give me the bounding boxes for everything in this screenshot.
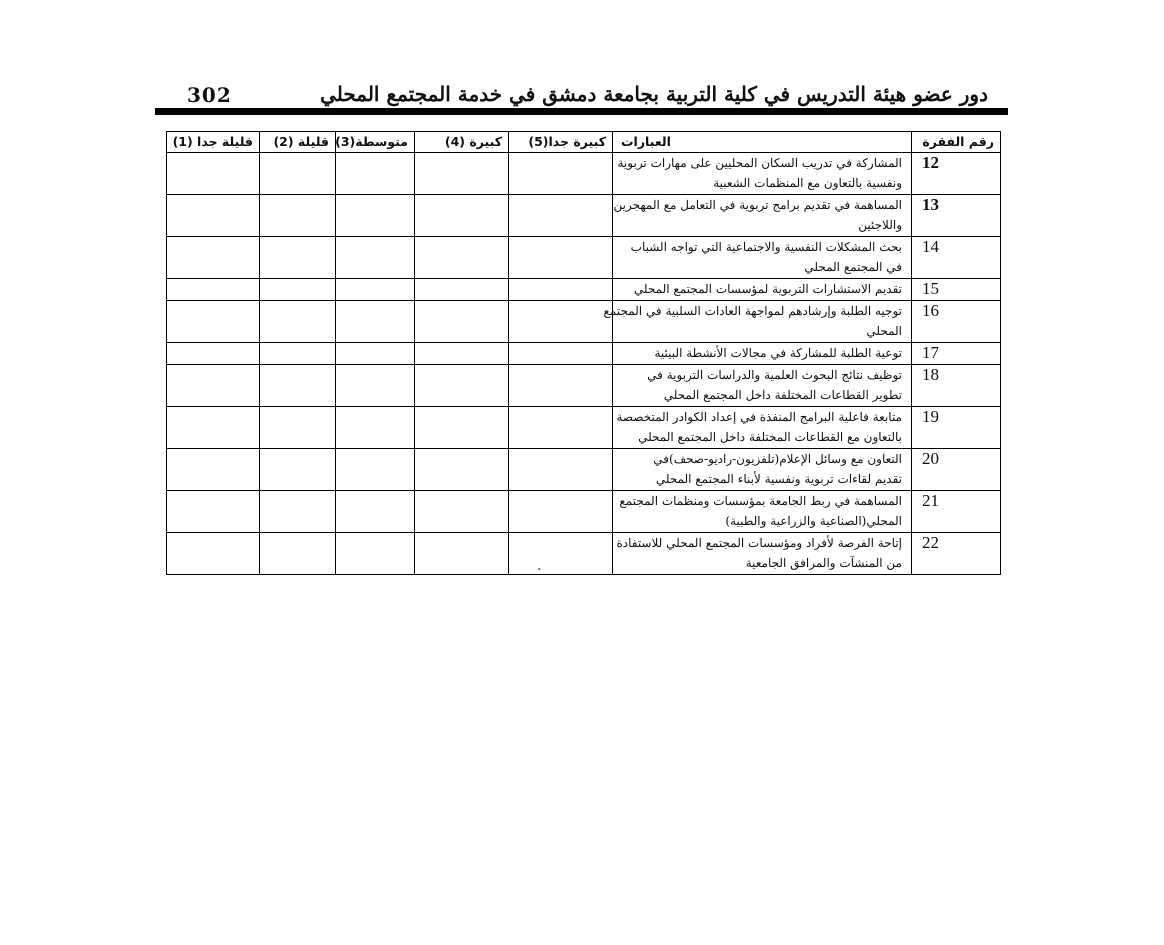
item-number: 13 — [912, 195, 1001, 237]
rating-cell-high[interactable] — [415, 279, 509, 301]
item-statement — [613, 153, 912, 195]
rating-cell-low[interactable] — [260, 491, 336, 533]
rating-cell-high[interactable] — [415, 449, 509, 491]
item-number: 21 — [912, 491, 1001, 533]
item-statement — [613, 491, 912, 533]
statement-line: بالتعاون مع القطاعات المختلفة داخل المجتمع المحلي — [638, 430, 902, 444]
rating-cell-low[interactable] — [260, 533, 336, 575]
table-row — [167, 343, 1001, 365]
col-item-number: رقم الفقرة — [912, 132, 1001, 153]
item-statement — [603, 301, 912, 343]
rating-cell-very-low[interactable] — [167, 407, 260, 449]
statement-line: المساهمة في تقديم برامج تربوية في التعامل مع المهجرين — [613, 198, 902, 212]
page-header — [155, 80, 1008, 110]
col-statements: العبارات — [613, 132, 912, 153]
rating-cell-very-low[interactable] — [167, 365, 260, 407]
item-statement — [613, 279, 912, 301]
table-row — [167, 491, 1001, 533]
rating-cell-medium[interactable] — [336, 449, 415, 491]
rating-cell-medium[interactable] — [336, 153, 415, 195]
item-number: 19 — [912, 407, 1001, 449]
statement-line: المشاركة في تدريب السكان المحليين على مهارات تربوية — [617, 156, 902, 170]
statement-line: من المنشآت والمرافق الجامعية — [745, 556, 902, 570]
statement-line: إتاحة الفرصة لأفراد ومؤسسات المجتمع المحلي للاستفادة — [616, 536, 902, 550]
statement-line: توظيف نتائج البحوث العلمية والدراسات التربوية في — [647, 368, 902, 382]
rating-cell-very-low[interactable] — [167, 301, 260, 343]
rating-cell-very-high[interactable] — [509, 407, 613, 449]
table-body — [167, 153, 1001, 575]
statement-line: المحلي(الصناعية والزراعية والطبية) — [725, 514, 902, 528]
rating-cell-medium[interactable] — [336, 533, 415, 575]
col-very-high: كبيرة جدا(5) — [509, 132, 613, 153]
item-statement — [613, 533, 912, 575]
statement-line: واللاجئين — [858, 218, 902, 232]
page-number: 302 — [187, 83, 232, 107]
statement-line: التعاون مع وسائل الإعلام(تلفزيون-راديو-صحف)في — [653, 452, 902, 466]
rating-cell-low[interactable] — [260, 153, 336, 195]
rating-cell-medium[interactable] — [336, 195, 415, 237]
rating-cell-high[interactable] — [415, 343, 509, 365]
item-number: 20 — [912, 449, 1001, 491]
item-number: 15 — [912, 279, 1001, 301]
table-row — [167, 195, 1001, 237]
table-row — [167, 279, 1001, 301]
table-header-row — [167, 132, 1001, 153]
rating-cell-very-low[interactable] — [167, 491, 260, 533]
rating-cell-very-high[interactable] — [509, 365, 613, 407]
rating-cell-medium[interactable] — [336, 491, 415, 533]
table-row — [167, 449, 1001, 491]
rating-cell-very-low[interactable] — [167, 237, 260, 279]
table-row — [167, 237, 1001, 279]
statement-line: تقديم لقاءات تربوية ونفسية لأبناء المجتمع المحلي — [655, 472, 902, 486]
statement-line: توجيه الطلبة وإرشادهم لمواجهة العادات السلبية في المجتمع — [603, 304, 902, 318]
rating-cell-very-high[interactable] — [509, 449, 613, 491]
statement-line: ونفسية بالتعاون مع المنظمات الشعبية — [713, 176, 902, 190]
rating-cell-very-high[interactable] — [509, 195, 613, 237]
item-number: 14 — [912, 237, 1001, 279]
item-statement — [613, 407, 912, 449]
rating-cell-very-low[interactable] — [167, 153, 260, 195]
col-very-low: قليلة جدا (1) — [167, 132, 260, 153]
rating-cell-medium[interactable] — [336, 407, 415, 449]
item-statement — [613, 449, 912, 491]
item-number: 22 — [912, 533, 1001, 575]
item-statement — [613, 195, 912, 237]
rating-cell-very-low[interactable] — [167, 195, 260, 237]
item-statement — [613, 237, 912, 279]
rating-cell-low[interactable] — [260, 279, 336, 301]
rating-cell-high[interactable] — [415, 407, 509, 449]
rating-cell-high[interactable] — [415, 533, 509, 575]
rating-cell-low[interactable] — [260, 195, 336, 237]
item-number: 12 — [912, 153, 1001, 195]
rating-cell-high[interactable] — [415, 153, 509, 195]
rating-cell-very-high[interactable] — [509, 153, 613, 195]
rating-cell-high[interactable] — [415, 301, 509, 343]
item-number: 17 — [912, 343, 1001, 365]
table-row — [167, 365, 1001, 407]
statement-line: متابعة فاعلية البرامج المنفذة في إعداد الكوادر المتخصصة — [616, 410, 902, 424]
rating-cell-very-high[interactable] — [509, 301, 613, 343]
item-number: 16 — [912, 301, 1001, 343]
questionnaire-table — [166, 131, 1001, 575]
table-row — [167, 301, 1001, 343]
rating-cell-low[interactable] — [260, 449, 336, 491]
rating-cell-very-high[interactable] — [509, 279, 613, 301]
rating-cell-very-high[interactable] — [509, 533, 613, 575]
rating-cell-low[interactable] — [260, 301, 336, 343]
item-statement — [613, 365, 912, 407]
item-statement — [613, 343, 912, 365]
rating-cell-high[interactable] — [415, 195, 509, 237]
rating-cell-very-low[interactable] — [167, 343, 260, 365]
col-medium: متوسطة(3) — [336, 132, 415, 153]
rating-cell-high[interactable] — [415, 491, 509, 533]
statement-line: بحث المشكلات النفسية والاجتماعية التي تواجه الشباب — [630, 240, 902, 254]
rating-cell-very-high[interactable] — [509, 237, 613, 279]
rating-cell-low[interactable] — [260, 407, 336, 449]
rating-cell-low[interactable] — [260, 237, 336, 279]
statement-line: توعية الطلبة للمشاركة في مجالات الأنشطة البيئية — [654, 346, 902, 360]
header-rule — [155, 108, 1008, 115]
rating-cell-very-high[interactable] — [509, 343, 613, 365]
col-high: كبيرة (4) — [415, 132, 509, 153]
rating-cell-medium[interactable] — [336, 237, 415, 279]
rating-cell-very-high[interactable] — [509, 491, 613, 533]
table-row — [167, 153, 1001, 195]
rating-cell-medium[interactable] — [336, 343, 415, 365]
rating-cell-low[interactable] — [260, 343, 336, 365]
rating-cell-very-low[interactable] — [167, 279, 260, 301]
rating-cell-low[interactable] — [260, 365, 336, 407]
rating-cell-very-low[interactable] — [167, 533, 260, 575]
col-low: قليلة (2) — [260, 132, 336, 153]
rating-cell-medium[interactable] — [336, 279, 415, 301]
statement-line: المساهمة في ربط الجامعة بمؤسسات ومنظمات المجتمع — [619, 494, 902, 508]
statement-line: تقديم الاستشارات التربوية لمؤسسات المجتمع المحلي — [633, 282, 902, 296]
running-title: دور عضو هيئة التدريس في كلية التربية بجامعة دمشق في خدمة المجتمع المحلي — [320, 82, 988, 106]
table-row — [167, 533, 1001, 575]
rating-cell-medium[interactable] — [336, 301, 415, 343]
rating-cell-high[interactable] — [415, 365, 509, 407]
item-number: 18 — [912, 365, 1001, 407]
statement-line: المحلي — [866, 324, 902, 338]
statement-line: تطوير القطاعات المختلفة داخل المجتمع المحلي — [663, 388, 902, 402]
table-row — [167, 407, 1001, 449]
statement-line: في المجتمع المحلي — [804, 260, 902, 274]
rating-cell-high[interactable] — [415, 237, 509, 279]
rating-cell-very-low[interactable] — [167, 449, 260, 491]
rating-cell-medium[interactable] — [336, 365, 415, 407]
